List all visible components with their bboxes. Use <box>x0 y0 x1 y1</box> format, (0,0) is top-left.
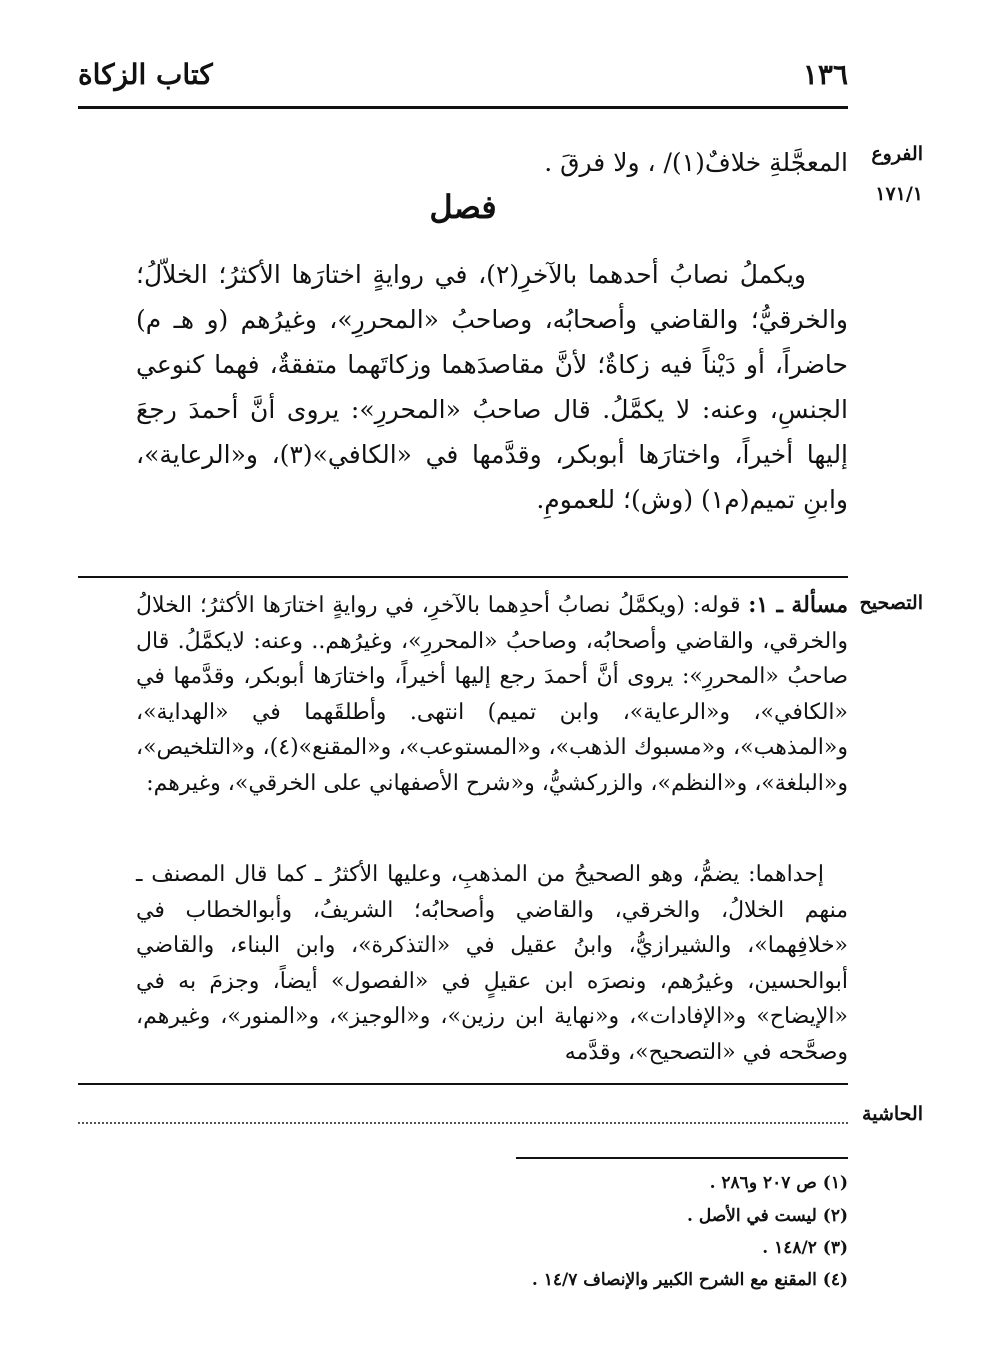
tashih-second-paragraph: إحداهما: يضمُّ، وهو الصحيحُ من المذهبِ، وعليها الأكثرُ ـ كما قال المصنف ـ منهم الخلالُ، والخرقي، والقاضي وأصحابُه؛ الشريفُ، وأبوالخطاب في «خلافِهما»، والشيرازيُّ، وابنُ عقيل في «التذكرة»، وابن البناء، والقاضي أبوالحسين، وغيرُهم، ونصرَه ابن عقيلٍ في «الفصول» أيضاً، وجزمَ به في «الإيضاح» و«الإفادات»، و«نهاية ابن رزين»، و«الوجيز»، و«المنور»، وغيرهم، وصحَّحه في «التصحيح»، وقدَّمه <box>136 862 848 1065</box>
footnote-2: (٢) ليست في الأصل . <box>686 1206 848 1226</box>
margin-volume-page-ref: ١٧١/١ <box>875 183 923 205</box>
main-paragraph: ويكملُ نصابُ أحدهما بالآخرِ(٢)، في روايةٍ اختارَها الأكثرُ؛ الخلاّلُ؛ والخرقيُّ؛ والقاضي وأصحابُه، وصاحبُ «المحررِ»، وغيرُهم (و هـ م) حاضراً، أو دَيْناً فيه زكاةٌ؛ لأنَّ مقاصدَهما وزكاتَهما متفقةٌ، فهما كنوعي الجنسِ، وعنه: لا يكمَّلُ. قال صاحبُ «المحررِ»: يروى أنَّ أحمدَ رجعَ إليها أخيراً، واختارَها أبوبكر، وقدَّمها في «الكافي»(٣)، و«الرعاية»، وابنِ تميم(م١) (وش)؛ للعمومِ. <box>136 260 849 514</box>
section-title: فصل <box>429 188 497 226</box>
hashiya-dotted-line <box>78 1122 848 1124</box>
header-divider <box>78 106 848 109</box>
footnote-divider <box>516 1157 848 1159</box>
book-title: كتاب الزكاة <box>78 58 213 91</box>
masala-label: مسألة ـ ١: <box>748 592 848 618</box>
footnote-1: (١) ص ٢٠٧ و٢٨٦ . <box>709 1173 848 1193</box>
margin-label-furu: الفروع <box>871 143 923 165</box>
intro-line: المعجَّلةِ خلافٌ(١)/ ، ولا فرقَ . <box>544 148 848 177</box>
tashih-divider-top <box>78 576 848 578</box>
page-number: ١٣٦ <box>802 58 848 91</box>
tashih-first-text: قوله: (ويكمَّلُ نصابُ أحدِهما بالآخرِ، في روايةٍ اختارَها الأكثرُ؛ الخلالُ والخرقي، والقاضي وأصحابُه، وصاحبُ «المحررِ»، وغيرُهم.. وعنه: لايكمَّلُ. قال صاحبُ «المحررِ»: يروى أنَّ أحمدَ رجع إليها أخيراً، واختارَها أبوبكر، وقدَّمها في «الكافي»، و«الرعاية»، وابن تميم) انتهى. وأطلقَهما في «الهداية»، و«المذهب»، و«مسبوك الذهب»، و«المستوعب»، و«المقنع»(٤)، و«التلخيص»، و«البلغة»، و«النظم»، والزركشيُّ، و«شرح الأصفهاني على الخرقي»، وغيرهم: <box>136 593 848 796</box>
margin-label-tashih: التصحيح <box>859 592 923 614</box>
margin-label-hashiya: الحاشية <box>862 1103 923 1125</box>
tashih-divider-bottom <box>78 1083 848 1085</box>
footnote-4: (٤) المقنع مع الشرح الكبير والإنصاف ١٤/٧ . <box>531 1270 848 1290</box>
footnote-3: (٣) ١٤٨/٢ . <box>762 1238 848 1258</box>
tashih-first-paragraph <box>136 588 848 801</box>
